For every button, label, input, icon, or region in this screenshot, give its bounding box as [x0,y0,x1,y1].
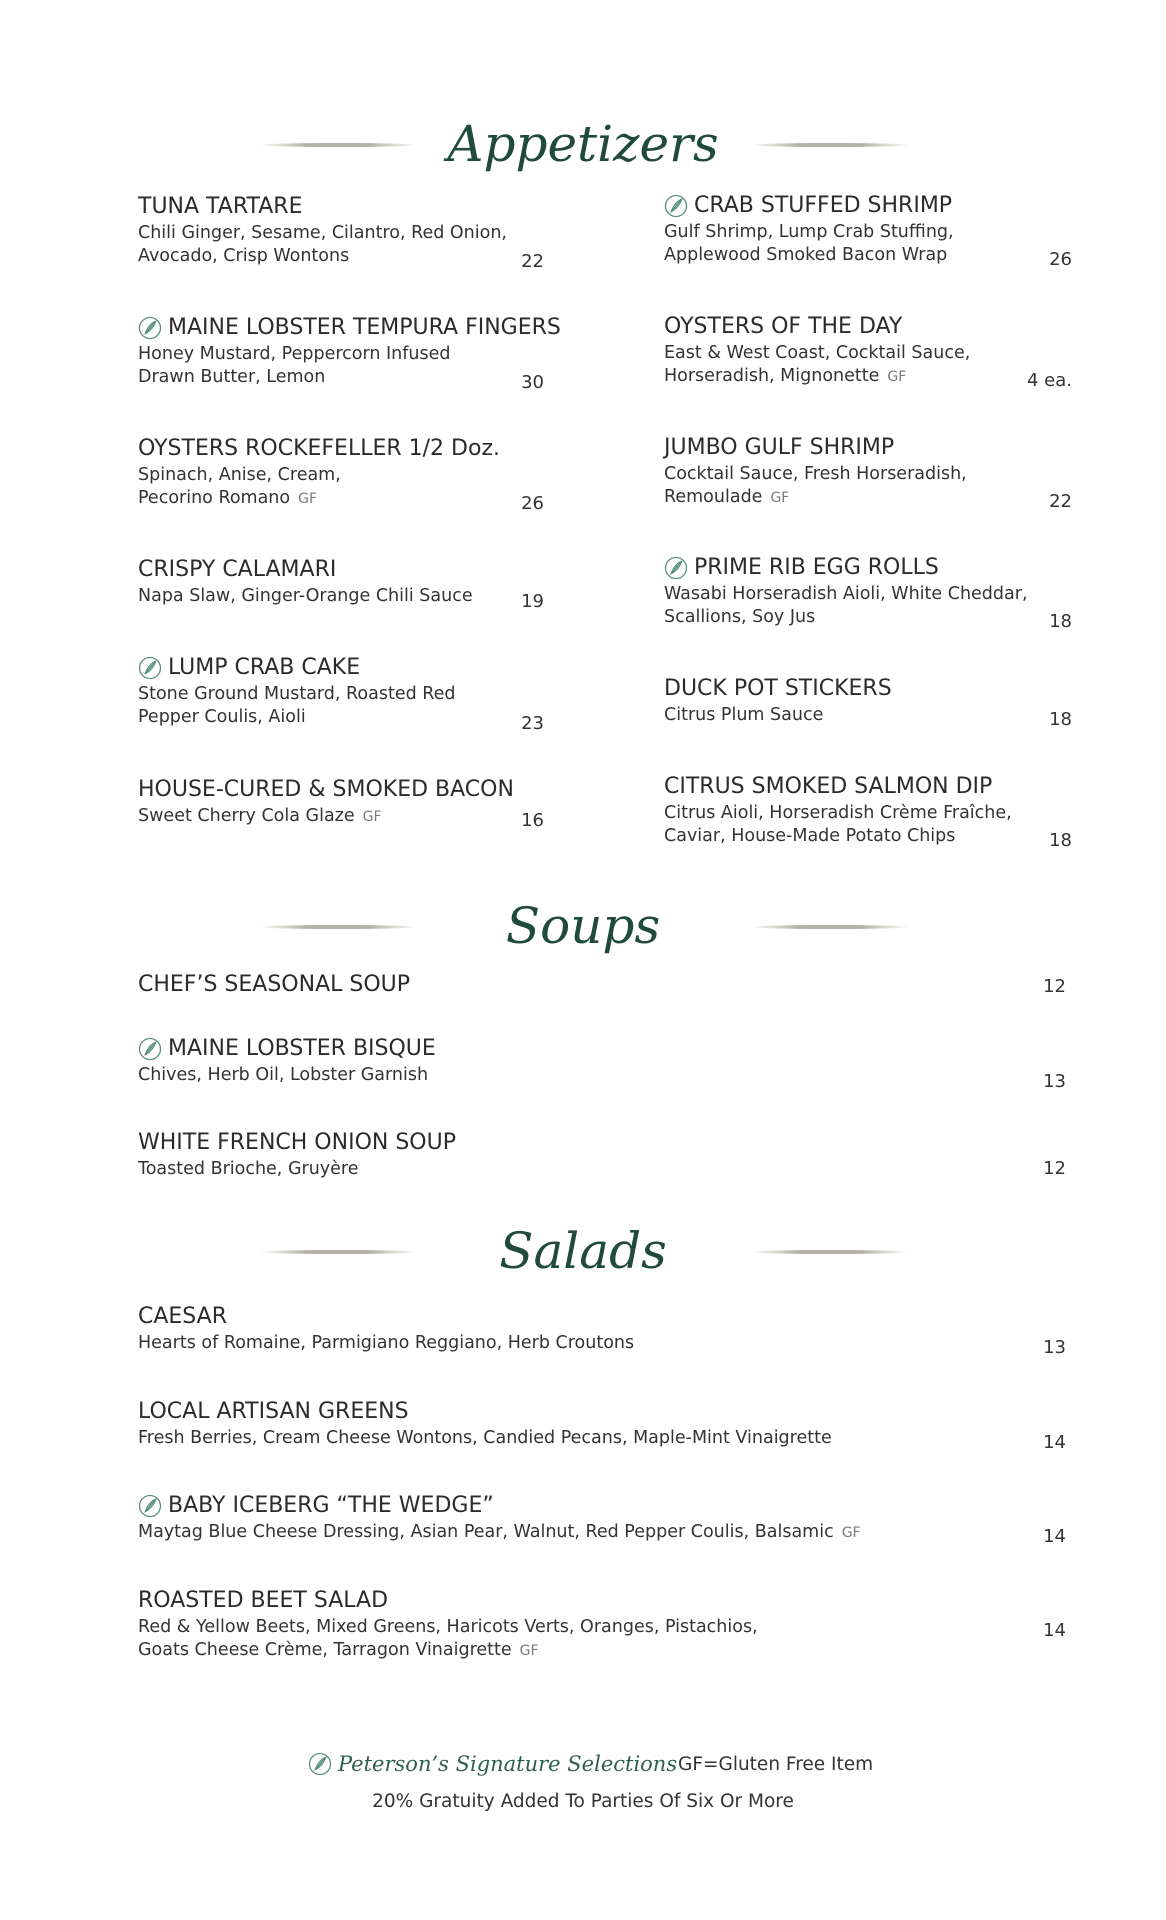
menu-item [138,1491,861,1545]
item-price: 22 [1049,491,1072,512]
item-desc: Spinach, Anise, Cream, [138,465,341,485]
item-desc-row [664,365,970,389]
item-name: CITRUS SMOKED SALMON DIP [664,774,993,799]
section-title-soups: Soups [505,897,661,955]
gf-legend: GF=Gluten Free Item [678,1754,874,1775]
leaf-icon [664,194,688,218]
leaf-icon [138,1494,162,1518]
item-desc: Horseradish, Mignonette [664,366,880,386]
item-desc: Chili Ginger, Sesame, Cilantro, Red Onion, [138,223,507,243]
item-price: 14 [1043,1620,1066,1641]
item-desc: East & West Coast, Cocktail Sauce, [664,343,971,363]
item-name: MAINE LOBSTER BISQUE [168,1036,436,1061]
gf-badge: GF [770,490,790,506]
item-name: ROASTED BEET SALAD [138,1588,389,1613]
item-desc: Fresh Berries, Cream Cheese Wontons, Candied Pecans, Maple-Mint Vinaigrette [138,1428,832,1448]
item-price: 26 [1049,249,1072,270]
item-name: WHITE FRENCH ONION SOUP [138,1130,456,1155]
item-desc: Drawn Butter, Lemon [138,367,326,387]
appetizers-header [0,109,1166,179]
item-name-row [664,553,1028,583]
menu-item [664,191,954,267]
gf-badge: GF [298,491,317,507]
menu-item [138,192,507,268]
section-title-salads: Salads [499,1222,667,1280]
soups-header [0,891,1166,961]
item-price: 23 [521,713,544,734]
item-name: BABY ICEBERG “THE WEDGE” [168,1493,494,1518]
menu-item [138,1034,436,1087]
item-price: 22 [521,251,544,272]
item-desc: Gulf Shrimp, Lump Crab Stuffing, [664,222,954,242]
leaf-icon [138,656,162,680]
menu-item [664,553,1028,629]
item-name: MAINE LOBSTER TEMPURA FINGERS [168,315,561,340]
item-name: TUNA TARTARE [138,194,303,219]
item-name-row [138,1491,861,1521]
item-price: 4 ea. [1027,370,1072,391]
item-desc: Hearts of Romaine, Parmigiano Reggiano, Herb Croutons [138,1333,635,1353]
item-name: CHEF’S SEASONAL SOUP [138,972,411,997]
item-desc: Goats Cheese Crème, Tarragon Vinaigrette [138,1640,512,1660]
item-desc: Napa Slaw, Ginger-Orange Chili Sauce [138,586,473,606]
menu-item [138,1302,634,1355]
menu-item [664,772,1012,848]
menu-item [138,775,514,829]
gratuity-note: 20% Gratuity Added To Parties Of Six Or More [372,1791,794,1812]
item-price: 16 [521,810,544,831]
item-desc: Red & Yellow Beets, Mixed Greens, Haricots Verts, Oranges, Pistachios, [138,1617,758,1637]
menu-item [664,312,970,389]
item-name: LUMP CRAB CAKE [168,655,361,680]
item-desc: Caviar, House-Made Potato Chips [664,826,956,846]
item-name-row [664,191,954,221]
item-desc: Maytag Blue Cheese Dressing, Asian Pear, Walnut, Red Pepper Coulis, Balsamic [138,1522,834,1542]
item-price: 26 [521,493,544,514]
item-price: 18 [1049,709,1072,730]
gf-badge: GF [362,809,382,825]
menu-item [138,1128,456,1181]
item-name-row [138,653,456,683]
item-name: PRIME RIB EGG ROLLS [694,555,939,580]
item-desc-row [664,486,967,510]
item-desc: Remoulade [664,487,763,507]
item-price: 14 [1043,1432,1066,1453]
item-desc: Cocktail Sauce, Fresh Horseradish, [664,464,967,484]
item-name: OYSTERS ROCKEFELLER 1/2 Doz. [138,436,500,461]
item-desc: Citrus Plum Sauce [664,705,824,725]
item-desc: Wasabi Horseradish Aioli, White Cheddar, [664,584,1028,604]
item-desc-row [138,805,514,829]
item-desc-row [138,487,500,511]
item-desc: Citrus Aioli, Horseradish Crème Fraîche, [664,803,1012,823]
menu-item [138,1397,832,1450]
item-price: 19 [521,591,544,612]
menu-item [138,313,561,389]
item-name: HOUSE-CURED & SMOKED BACON [138,777,514,802]
item-name: LOCAL ARTISAN GREENS [138,1399,409,1424]
item-price: 12 [1043,976,1066,997]
leaf-icon [664,556,688,580]
gf-badge: GF [519,1643,539,1659]
section-title-appetizers: Appetizers [447,115,719,173]
gf-badge: GF [841,1525,861,1541]
item-price: 13 [1043,1337,1066,1358]
item-price: 12 [1043,1158,1066,1179]
divider-right [750,1250,910,1254]
item-name: CRAB STUFFED SHRIMP [694,193,953,218]
item-name: CAESAR [138,1304,228,1329]
item-desc: Pepper Coulis, Aioli [138,707,306,727]
item-name: JUMBO GULF SHRIMP [664,435,895,460]
item-name: OYSTERS OF THE DAY [664,314,903,339]
divider-right [750,143,910,147]
salads-header [0,1216,1166,1286]
menu-item [138,555,473,608]
menu-item [138,1586,758,1663]
menu-item [138,653,456,729]
item-desc: Pecorino Romano [138,488,291,508]
gf-badge: GF [887,369,907,385]
item-desc-row [138,1639,758,1663]
leaf-icon [138,316,162,340]
item-name: CRISPY CALAMARI [138,557,337,582]
item-desc-row [138,1521,861,1545]
item-desc: Scallions, Soy Jus [664,607,816,627]
leaf-icon [308,1752,332,1776]
item-desc: Chives, Herb Oil, Lobster Garnish [138,1065,429,1085]
item-desc: Honey Mustard, Peppercorn Infused [138,344,451,364]
item-price: 18 [1049,611,1072,632]
item-desc: Applewood Smoked Bacon Wrap [664,245,948,265]
item-price: 18 [1049,830,1072,851]
item-desc: Avocado, Crisp Wontons [138,246,350,266]
item-price: 13 [1043,1071,1066,1092]
menu-item [138,970,410,1000]
item-desc: Stone Ground Mustard, Roasted Red [138,684,456,704]
menu-item [664,674,892,727]
item-desc: Toasted Brioche, Gruyère [138,1159,359,1179]
leaf-icon [138,1037,162,1061]
menu-item [664,433,967,510]
item-price: 30 [521,372,544,393]
menu-item [138,434,500,511]
item-name-row [138,313,561,343]
item-desc: Sweet Cherry Cola Glaze [138,806,355,826]
signature-label: Peterson’s Signature Selections [338,1752,678,1776]
signature-legend [308,1752,677,1776]
item-name: DUCK POT STICKERS [664,676,892,701]
item-name-row [138,1034,436,1064]
item-price: 14 [1043,1526,1066,1547]
divider-right [750,925,910,929]
